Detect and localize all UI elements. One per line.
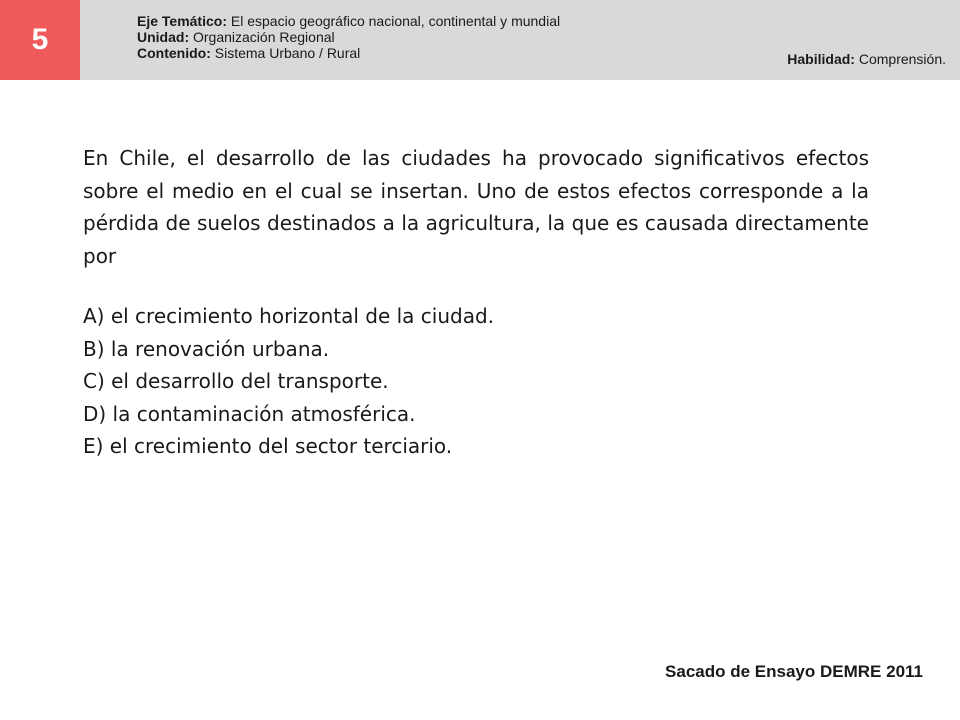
option-a: A) el crecimiento horizontal de la ciudad.	[83, 304, 495, 328]
contenido-label: Contenido:	[137, 45, 211, 61]
eje-tematico-row	[137, 13, 947, 29]
contenido-value: Sistema Urbano / Rural	[214, 45, 361, 61]
answer-options	[83, 300, 869, 463]
option-b: B) la renovación urbana.	[83, 336, 330, 361]
unidad-value: Organización Regional	[193, 29, 335, 45]
option-c: C) el desarrollo del transporte.	[83, 369, 389, 393]
habilidad-row	[787, 51, 946, 67]
habilidad-label: Habilidad:	[787, 51, 855, 67]
eje-tematico-label: Eje Temático:	[137, 13, 227, 29]
habilidad-value: Comprensión.	[858, 51, 946, 67]
header-bar	[0, 0, 960, 80]
option-d: D) la contaminación atmosférica.	[83, 401, 416, 426]
question-number: 5	[0, 0, 80, 80]
unidad-row	[137, 29, 947, 45]
source-note: Sacado de Ensayo DEMRE 2011	[665, 662, 923, 681]
option-e: E) el crecimiento del sector terciario.	[83, 434, 453, 458]
unidad-label: Unidad:	[137, 29, 190, 45]
question-text: En Chile, el desarrollo de las ciudades ha provocado significativos efectos sobre el medio en el cual se insertan. Uno de estos efectos corresponde a la pérdida de suelos destinados a la agricultura, la que es causada directamente por	[83, 146, 869, 268]
eje-tematico-value: El espacio geográfico nacional, continental y mundial	[230, 13, 561, 29]
